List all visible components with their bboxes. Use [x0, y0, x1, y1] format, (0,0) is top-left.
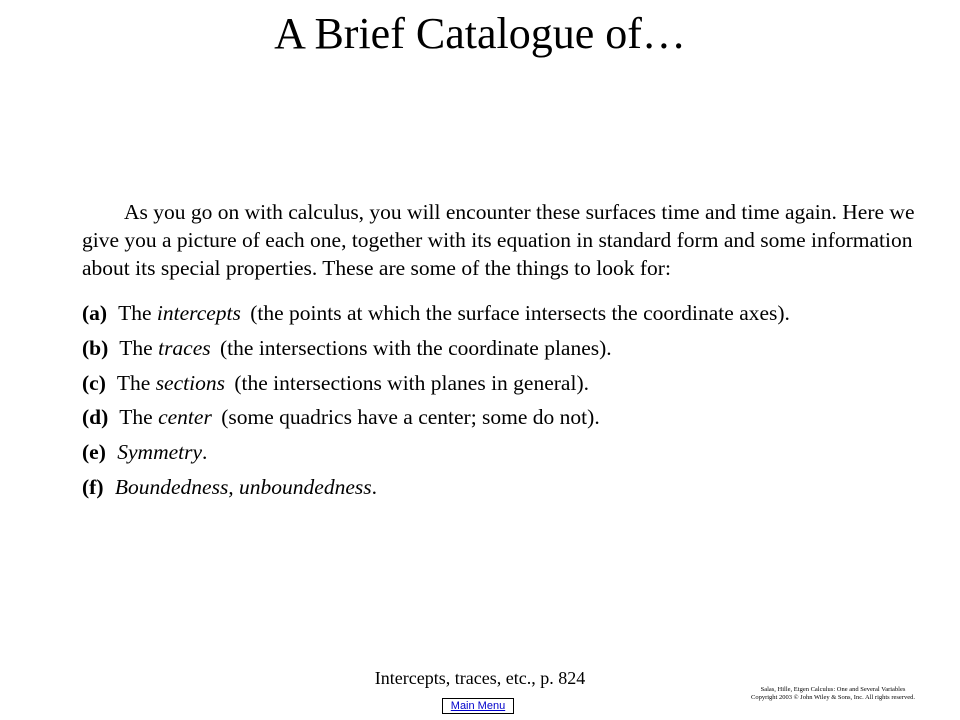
list-item-d [82, 400, 922, 435]
list-item-c [82, 366, 922, 401]
item-description: . [202, 440, 208, 465]
copyright-line-2: Copyright 2003 © John Wiley & Sons, Inc. All rights reserved. [751, 694, 915, 701]
slide-title: A Brief Catalogue of… [274, 9, 686, 58]
item-letter: (d) [82, 405, 109, 430]
list-item-e [82, 435, 922, 470]
list-item-b [82, 331, 922, 366]
item-term: traces [158, 335, 211, 360]
item-prefix: The [118, 301, 152, 325]
item-letter: (f) [82, 474, 104, 499]
item-term: intercepts [156, 301, 241, 325]
item-term: Boundedness, unboundedness [114, 474, 372, 499]
item-letter: (c) [82, 370, 106, 395]
main-menu-button[interactable]: Main Menu [442, 698, 514, 714]
item-term: center [158, 405, 212, 430]
list-item-a [82, 296, 922, 331]
property-list [82, 296, 922, 505]
item-description: (the intersections with the coordinate planes). [220, 335, 612, 360]
item-prefix: The [116, 370, 151, 395]
page-caption: Intercepts, traces, etc., p. 824 [374, 668, 586, 688]
item-term: sections [155, 370, 225, 395]
copyright-line-1: Salas, Hille, Etgen Calculus: One and Several Variables [760, 686, 906, 693]
item-term: Symmetry [117, 440, 203, 465]
item-letter: (a) [82, 301, 108, 325]
copyright-notice [718, 686, 948, 702]
item-description: . [371, 474, 378, 499]
item-prefix: The [119, 405, 153, 430]
item-letter: (b) [82, 335, 109, 360]
item-description: (the points at which the surface intersects the coordinate axes). [250, 301, 790, 325]
item-description: (some quadrics have a center; some do not). [221, 405, 600, 430]
item-description: (the intersections with planes in general). [234, 370, 589, 395]
intro-paragraph: As you go on with calculus, you will encounter these surfaces time and time again. Here we give you a picture of each one, together with its equation in standard form and some information about its special properties. These are some of the things to look for: [82, 200, 915, 280]
item-letter: (e) [82, 440, 106, 465]
item-prefix: The [119, 335, 153, 360]
list-item-f [82, 470, 922, 505]
